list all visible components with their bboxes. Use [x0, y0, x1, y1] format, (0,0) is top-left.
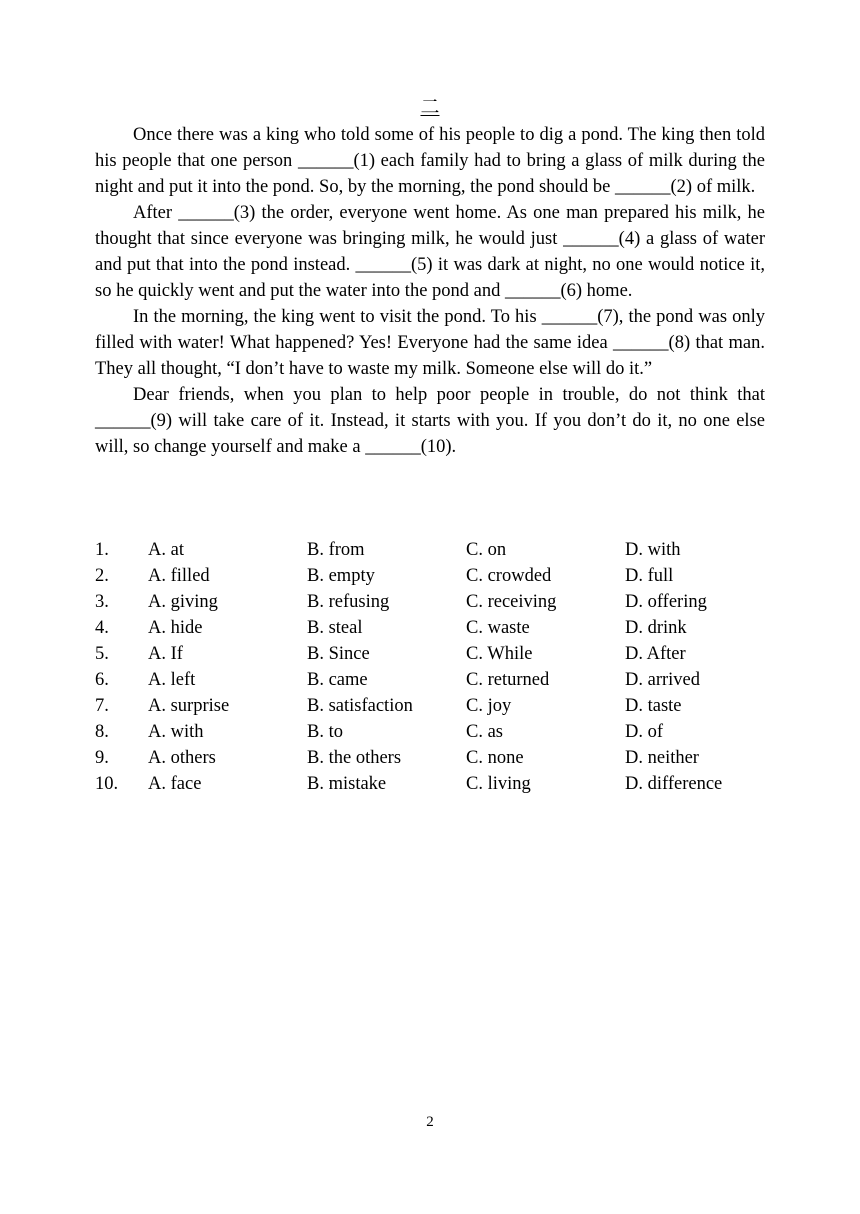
option-c: C. on — [466, 540, 507, 560]
option-b: B. from — [307, 540, 365, 560]
option-d: D. with — [625, 540, 681, 560]
option-d: D. arrived — [625, 670, 700, 690]
section-heading-text: 二 — [420, 97, 440, 118]
question-number: 7. — [95, 696, 109, 716]
passage-paragraph-3: In the morning, the king went to visit the pond. To his ______(7), the pond was only filled with water! What happened? Yes! Everyone had the same idea ______(8) that man. They all thought, “I don’t have to waste my milk. Someone else will do it.” — [95, 307, 765, 379]
option-d: D. full — [625, 566, 674, 586]
option-a: A. with — [148, 722, 204, 742]
question-row-9 — [95, 745, 765, 771]
option-d: D. taste — [625, 696, 682, 716]
option-b: B. Since — [307, 644, 370, 664]
option-b: B. mistake — [307, 774, 387, 794]
question-number: 8. — [95, 722, 109, 742]
option-a: A. others — [148, 748, 216, 768]
option-d: D. neither — [625, 748, 699, 768]
question-row-3 — [95, 589, 765, 615]
option-c: C. living — [466, 774, 531, 794]
question-row-10 — [95, 771, 765, 797]
option-b: B. came — [307, 670, 368, 690]
option-a: A. giving — [148, 592, 218, 612]
option-a: A. If — [148, 644, 183, 664]
question-number: 5. — [95, 644, 109, 664]
option-b: B. to — [307, 722, 343, 742]
question-number: 6. — [95, 670, 109, 690]
option-a: A. surprise — [148, 696, 230, 716]
option-d: D. After — [625, 644, 686, 664]
option-c: C. receiving — [466, 592, 557, 612]
passage-paragraph-1: Once there was a king who told some of his people to dig a pond. The king then told his people that one person ______(1) each family had to bring a glass of milk during the night and put it into the pond. So, by the morning, the pond should be ______(2) of milk. — [95, 125, 765, 197]
question-number: 1. — [95, 540, 109, 560]
option-c: C. none — [466, 748, 524, 768]
option-a: A. at — [148, 540, 184, 560]
question-row-8 — [95, 719, 765, 745]
option-c: C. waste — [466, 618, 530, 638]
option-c: C. as — [466, 722, 503, 742]
option-a: A. face — [148, 774, 202, 794]
option-a: A. left — [148, 670, 196, 690]
question-row-5 — [95, 641, 765, 667]
option-b: B. empty — [307, 566, 375, 586]
option-b: B. refusing — [307, 592, 390, 612]
passage-paragraph-2: After ______(3) the order, everyone went home. As one man prepared his milk, he thought that since everyone was bringing milk, he would just ______(4) a glass of water and put that into the pond instead. ______(5) it was dark at night, no one would notice it, so he quickly went and put the water into the pond and ______(6) home. — [95, 203, 765, 301]
question-row-1 — [95, 537, 765, 563]
question-number: 2. — [95, 566, 109, 586]
option-c: C. returned — [466, 670, 550, 690]
page-number: 2 — [426, 1114, 434, 1130]
option-d: D. of — [625, 722, 664, 742]
question-row-4 — [95, 615, 765, 641]
question-number: 4. — [95, 618, 109, 638]
option-c: C. While — [466, 644, 533, 664]
option-b: B. steal — [307, 618, 363, 638]
question-row-2 — [95, 563, 765, 589]
option-d: D. offering — [625, 592, 707, 612]
option-c: C. joy — [466, 696, 512, 716]
option-c: C. crowded — [466, 566, 552, 586]
question-number: 9. — [95, 748, 109, 768]
option-d: D. drink — [625, 618, 687, 638]
question-row-6 — [95, 667, 765, 693]
option-b: B. satisfaction — [307, 696, 413, 716]
passage-paragraph-4: Dear friends, when you plan to help poor people in trouble, do not think that ______(9) will take care of it. Instead, it starts with you. If you don’t do it, no one else will, so change yourself and make a ______(10). — [95, 385, 765, 457]
option-d: D. difference — [625, 774, 723, 794]
option-a: A. filled — [148, 566, 210, 586]
section-heading — [0, 96, 860, 120]
option-b: B. the others — [307, 748, 402, 768]
cloze-passage — [95, 122, 765, 460]
options-list — [95, 537, 765, 797]
option-a: A. hide — [148, 618, 203, 638]
question-row-7 — [95, 693, 765, 719]
question-number: 10. — [95, 774, 119, 794]
question-number: 3. — [95, 592, 109, 612]
